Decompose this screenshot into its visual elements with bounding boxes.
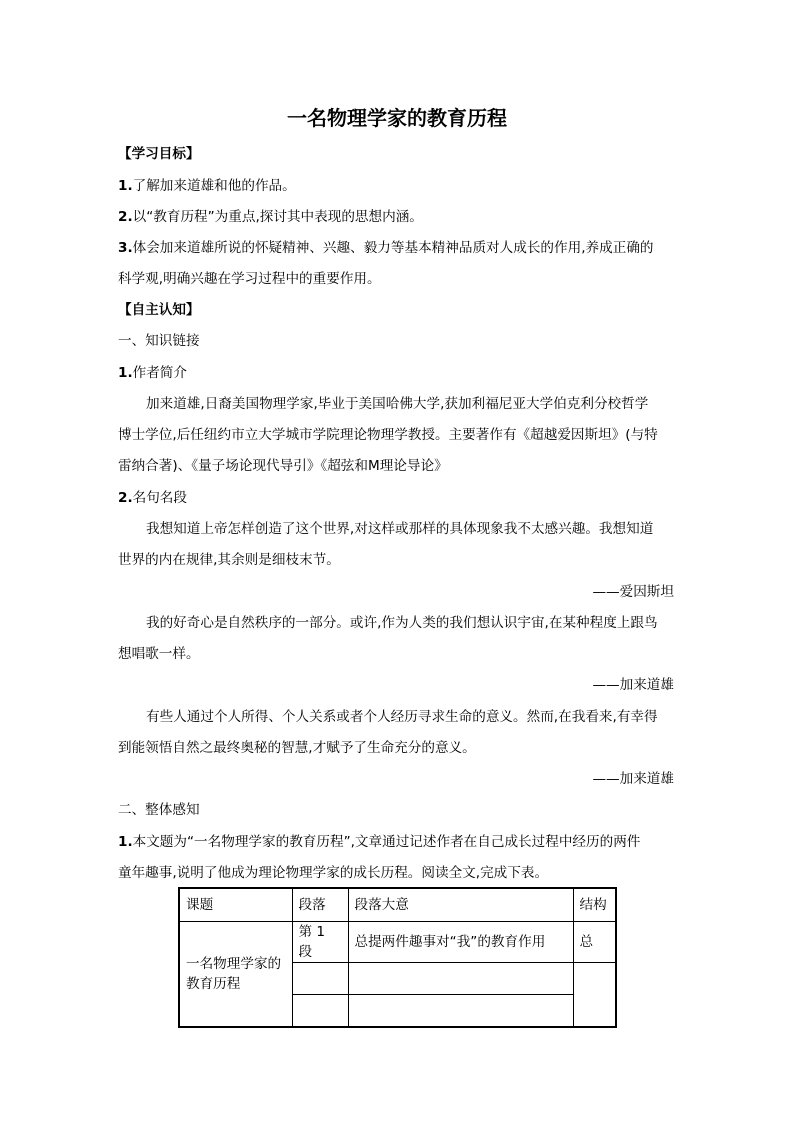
- task-number: 1.: [118, 834, 133, 850]
- author-para-line-1: 加来道雄,日裔美国物理学家,毕业于美国哈佛大学,获加利福尼亚大学伯克利分校哲学: [146, 396, 649, 412]
- author-para-line-3: 雷纳合著)、《量子场论现代导引》《超弦和M理论导论》: [118, 458, 448, 474]
- self-heading: 【自主认知】: [118, 302, 200, 318]
- cell-main-idea-1: 总提两件趣事对“我”的教育作用: [348, 922, 573, 963]
- quotes-heading: [118, 488, 674, 508]
- author-heading-text: 作者简介: [132, 365, 187, 381]
- goals-heading: 【学习目标】: [118, 146, 200, 162]
- header-structure: 结构: [573, 888, 616, 922]
- cell-main-idea-3[interactable]: [348, 995, 573, 1028]
- table-header-row: [179, 888, 616, 922]
- task-line-1: [118, 832, 674, 852]
- cell-paragraph-1: 第 1 段: [292, 922, 348, 963]
- header-main-idea: 段落大意: [348, 888, 573, 922]
- quote-1-line-1: 我想知道上帝怎样创造了这个世界,对这样或那样的具体现象我不太感兴趣。我想知道: [146, 521, 654, 537]
- goal-3-number: 3.: [118, 240, 133, 256]
- goal-3-line-1: [118, 238, 674, 258]
- author-number: 1.: [118, 365, 133, 381]
- author-heading: [118, 363, 674, 383]
- goal-3-line-2: 科学观,明确兴趣在学习过程中的重要作用。: [118, 271, 381, 287]
- quotes-number: 2.: [118, 490, 133, 506]
- quote-3-line-1: 有些人通过个人所得、个人关系或者个人经历寻求生命的意义。然而,在我看来,有幸得: [146, 709, 658, 725]
- goal-1: [118, 176, 674, 196]
- goal-1-number: 1.: [118, 178, 133, 194]
- cell-main-idea-2[interactable]: [348, 963, 573, 995]
- cell-structure-2[interactable]: [573, 963, 616, 1028]
- cell-paragraph-2[interactable]: [292, 963, 348, 995]
- goal-2: [118, 207, 674, 227]
- table-row: [179, 922, 616, 963]
- quote-1-line-2: 世界的内在规律,其余则是细枝末节。: [118, 552, 340, 568]
- task-text-a: 本文题为“一名物理学家的教育历程”,文章通过记述作者在自己成长过程中经历的两件: [132, 834, 641, 850]
- quote-3-line-2: 到能领悟自然之最终奥秘的智慧,才赋予了生命充分的意义。: [118, 740, 476, 756]
- structure-table: [178, 887, 617, 1028]
- goal-2-text: 以“教育历程”为重点,探讨其中表现的思想内涵。: [132, 209, 423, 225]
- header-paragraph: 段落: [292, 888, 348, 922]
- goal-2-number: 2.: [118, 209, 133, 225]
- page-title: 一名物理学家的教育历程: [287, 106, 507, 130]
- quotes-heading-text: 名句名段: [132, 490, 187, 506]
- cell-structure-1: 总: [573, 922, 616, 963]
- quote-3-source: ——加来道雄: [592, 771, 674, 787]
- quote-2-source: ——加来道雄: [592, 677, 674, 693]
- quote-2-line-1: 我的好奇心是自然秩序的一部分。或许,作为人类的我们想认识宇宙,在某种程度上跟鸟: [146, 615, 658, 631]
- author-para-line-2: 博士学位,后任纽约市立大学城市学院理论物理学教授。主要著作有《超越爱因斯坦》(与特: [118, 427, 658, 443]
- goal-3-text-a: 体会加来道雄所说的怀疑精神、兴趣、毅力等基本精神品质对人成长的作用,养成正确的: [132, 240, 654, 256]
- part-1-heading: 一、知识链接: [118, 333, 200, 349]
- goal-1-text: 了解加来道雄和他的作品。: [132, 178, 296, 194]
- quote-1-source: ——爱因斯坦: [592, 584, 674, 600]
- part-2-heading: 二、整体感知: [118, 802, 200, 818]
- cell-paragraph-3[interactable]: [292, 995, 348, 1028]
- cell-course-title: 一名物理学家的教育历程: [179, 922, 292, 1028]
- task-line-2: 童年趣事,说明了他成为理论物理学家的成长历程。阅读全文,完成下表。: [118, 865, 549, 881]
- quote-2-line-2: 想唱歌一样。: [118, 646, 200, 662]
- header-topic: 课题: [179, 888, 292, 922]
